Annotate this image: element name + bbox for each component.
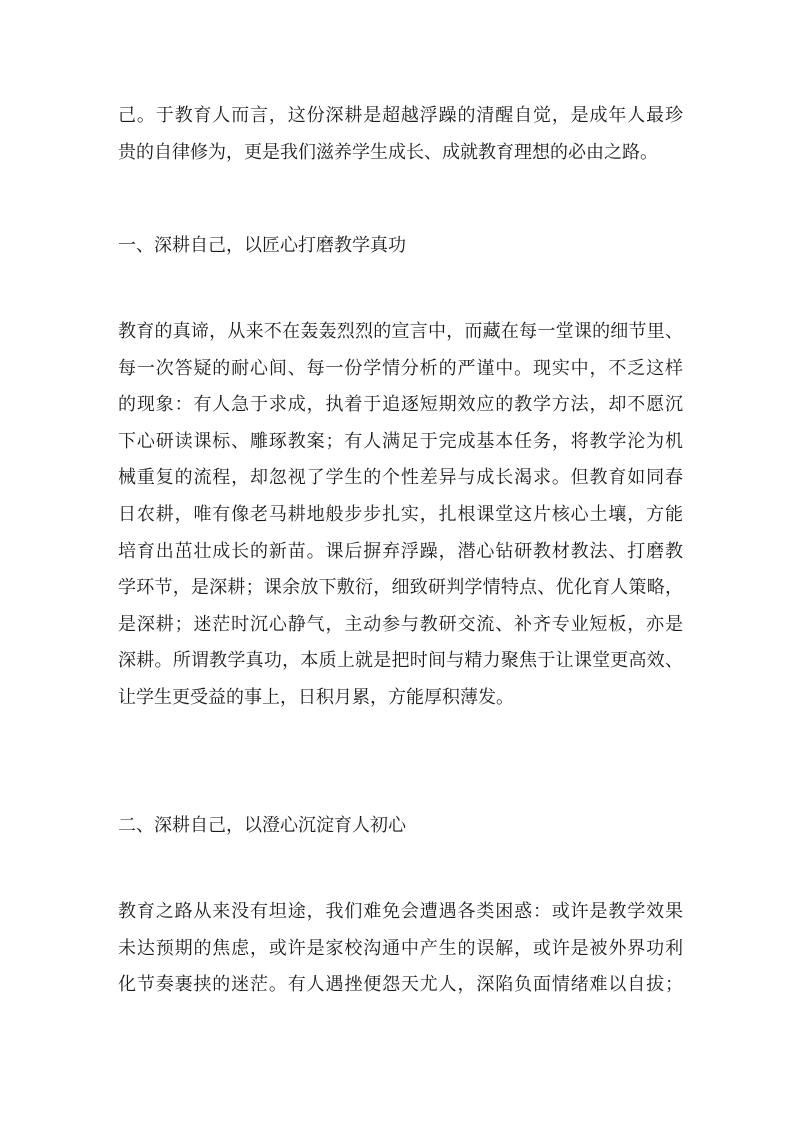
text-line: 学环节，是深耕；课余放下敷衍，细致研判学情特点、优化育人策略， [118, 577, 683, 599]
text-line: 己。于教育人而言，这份深耕是超越浮躁的清醒自觉，是成年人最珍 [118, 105, 683, 126]
paragraph-intro [118, 98, 683, 171]
section-heading-1: 一、深耕自己，以匠心打磨教学真功 [118, 235, 406, 256]
text-line: 械重复的流程，却忽视了学生的个性差异与成长渴求。但教育如同春 [118, 467, 683, 489]
paragraph-section-2 [118, 894, 683, 1004]
text-line: 教育之路从来没有坦途，我们难免会遭遇各类困惑：或许是教学效果 [118, 901, 683, 922]
text-line: 每一次答疑的耐心间、每一份学情分析的严谨中。现实中，不乏这样 [118, 357, 683, 379]
text-line: 下心研读课标、雕琢教案；有人满足于完成基本任务，将教学沦为机 [118, 430, 683, 452]
text-line: 的现象：有人急于求成，执着于追逐短期效应的教学方法，却不愿沉 [118, 394, 683, 416]
text-line: 深耕。所谓教学真功，本质上就是把时间与精力聚焦于让课堂更高效、 [118, 650, 683, 672]
text-line: 是深耕；迷茫时沉心静气，主动参与教研交流、补齐专业短板，亦是 [118, 613, 683, 635]
text-line: 未达预期的焦虑，或许是家校沟通中产生的误解，或许是被外界功利 [118, 937, 683, 959]
text-line: 日农耕，唯有像老马耕地般步步扎实，扎根课堂这片核心土壤，方能 [118, 503, 683, 525]
section-heading-2: 二、深耕自己，以澄心沉淀育人初心 [118, 815, 406, 836]
paragraph-section-1 [118, 314, 683, 717]
text-line: 让学生更受益的事上，日积月累，方能厚积薄发。 [118, 686, 514, 708]
text-line: 化节奏裹挟的迷茫。有人遇挫便怨天尤人，深陷负面情绪难以自拔； [118, 974, 683, 996]
text-line: 培育出茁壮成长的新苗。课后摒弃浮躁，潜心钻研教材教法、打磨教 [118, 540, 683, 562]
text-line: 贵的自律修为，更是我们滋养学生成长、成就教育理想的必由之路。 [118, 141, 658, 163]
text-line: 教育的真谛，从来不在轰轰烈烈的宣言中，而藏在每一堂课的细节里、 [118, 321, 683, 342]
